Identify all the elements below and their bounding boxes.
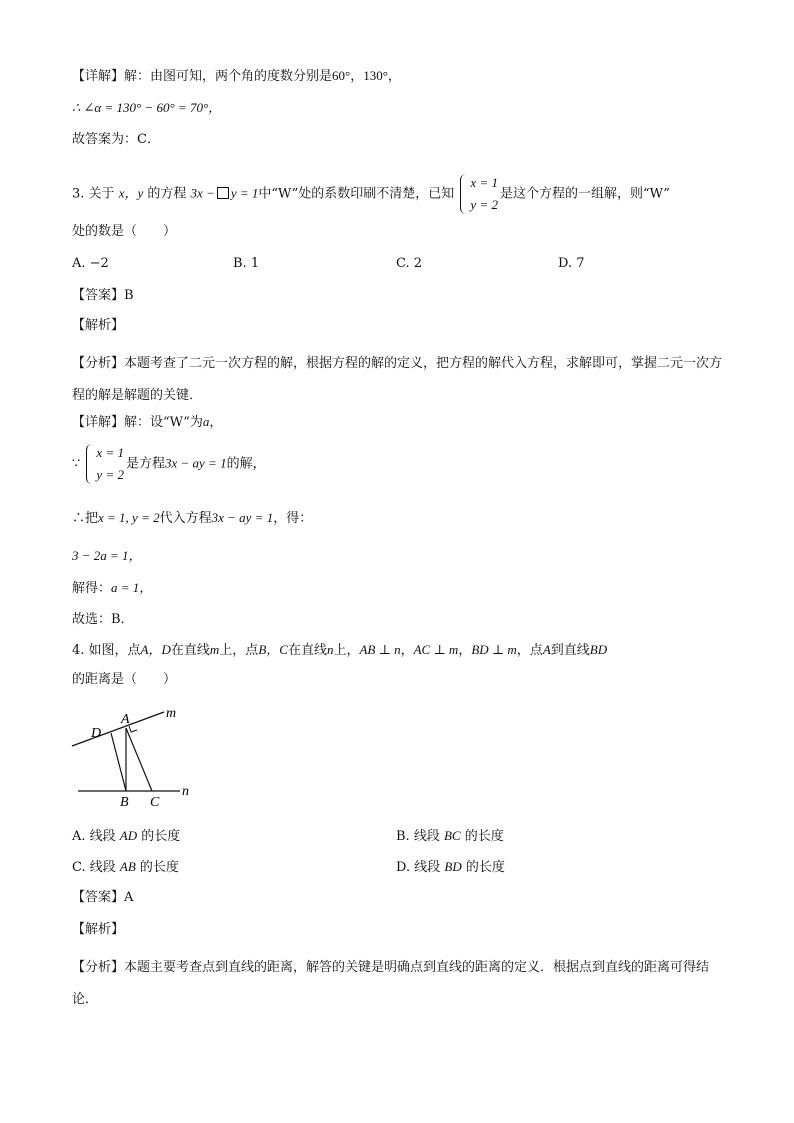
q3-step2-label: 解得：: [72, 581, 112, 596]
q2-angle-values: 60°，130°，: [332, 68, 401, 83]
q4-option-b: [396, 826, 504, 847]
q3-stem-d: 是这个方程的一组解，则“W”: [499, 186, 670, 202]
option-prefix: C. 线段: [72, 860, 116, 875]
q4-geometry-figure: [66, 700, 206, 812]
option-prefix: D. 线段: [396, 860, 441, 875]
q4-stem-a: 4. 如图，点: [72, 643, 141, 658]
q3-option-a: A. −2: [72, 256, 109, 271]
q3-subst: x = 1, y = 2: [98, 510, 160, 525]
q4-stem-g: 到直线: [550, 643, 590, 658]
label-d: D: [91, 726, 102, 741]
q3-fenxi: [72, 348, 724, 412]
q4-line-bd: BD: [589, 642, 608, 657]
option-var: BC: [443, 828, 461, 843]
right-angle-marker: [129, 726, 137, 732]
q4-analysis-heading: 【解析】: [72, 922, 125, 937]
q3-therefore: ∴把: [72, 511, 99, 526]
label-b: B: [120, 795, 129, 810]
q2-detail-tag: 【详解】: [72, 69, 125, 84]
q3-analysis-heading: 【解析】: [72, 318, 125, 333]
option-suffix: 的长度: [465, 860, 505, 875]
brace-icon: [460, 174, 469, 214]
option-var: BD: [444, 859, 462, 874]
q3-choose: 故选：B．: [72, 612, 134, 627]
segment-ac: [126, 728, 152, 791]
sep: ，: [400, 643, 414, 658]
q4-stem-b: 在直线: [170, 643, 210, 658]
q4-option-d: [396, 857, 505, 878]
q4-stem-f: ，点: [516, 643, 543, 658]
because-symbol: ∵: [72, 456, 81, 472]
q3-answer: 【答案】B: [72, 288, 134, 303]
q2-calc-line: ∴ ∠α = 130° − 60° = 70°，: [72, 100, 222, 115]
q3-step2-value: a = 1，: [111, 580, 153, 595]
sys-row-y: y = 2: [470, 197, 498, 212]
q3-eq2: 3x − ay = 1: [164, 455, 227, 471]
q4-cond-3: BD ⊥ m: [471, 642, 517, 657]
q3-stem-b: 的方程: [147, 186, 187, 202]
q3-stem: [72, 172, 670, 216]
q3-because-line: [72, 442, 266, 486]
option-prefix: A. 线段: [72, 829, 116, 844]
q4-points-ad: A，D: [140, 642, 171, 657]
q3-stem-a: 3. 关于: [72, 186, 115, 202]
q3-fenxi-text: 本题考查了二元一次方程的解，根据方程的解的定义，把方程的解代入方程，求解即可，掌握二元一次方程的解是解题的关键．: [72, 356, 723, 403]
q4-points-bc: B，C: [258, 642, 288, 657]
label-m: m: [166, 706, 177, 721]
label-n: n: [182, 784, 189, 799]
q3-de-jie: 的解，: [226, 456, 266, 472]
q4-stem-c: 上，点: [219, 643, 259, 658]
blank-box-icon: [217, 187, 229, 199]
sys-row-x: x = 1: [96, 445, 124, 460]
q3-step2: [72, 578, 152, 599]
q4-stem-e: 上，: [333, 643, 360, 658]
q3-eq-left: 3x −: [190, 185, 215, 201]
q3-option-d: D. 7: [558, 256, 585, 271]
q3-vars: x，y: [118, 185, 144, 201]
q3-option-c: C. 2: [396, 256, 423, 271]
option-prefix: B. 线段: [396, 829, 440, 844]
q4-option-a: [72, 826, 180, 847]
q3-comma: ，: [209, 415, 223, 430]
sys-row-x: x = 1: [470, 175, 498, 190]
q3-eq3: 3x − ay = 1: [211, 510, 274, 525]
q4-fenxi-text: 本题主要考查点到直线的距离，解答的关键是明确点到直线的距离的定义．根据点到直线的距离可得结论．: [72, 960, 710, 1007]
q4-point-a: A: [542, 642, 551, 657]
q2-answer-line: 故答案为：C．: [72, 132, 160, 147]
segment-bd: [111, 733, 126, 791]
q3-therefore-line: [72, 508, 312, 529]
sep: ，: [458, 643, 472, 658]
option-var: AB: [119, 859, 136, 874]
q3-because-system: [86, 442, 124, 486]
q4-stem: [72, 640, 607, 661]
q4-stem-d: 在直线: [287, 643, 327, 658]
q4-option-c: [72, 857, 179, 878]
q4-fenxi-tag: 【分析】: [72, 960, 125, 975]
label-a: A: [121, 712, 130, 727]
q4-line-m: m: [209, 642, 220, 657]
q4-fenxi: [72, 952, 724, 1016]
q3-stem-end: 处的数是（ ）: [72, 224, 177, 239]
q4-cond-2: AC ⊥ m: [413, 642, 459, 657]
option-suffix: 的长度: [464, 829, 504, 844]
q4-stem-end: 的距离是（ ）: [72, 672, 177, 687]
option-var: AD: [119, 828, 138, 843]
q3-option-b: B. 1: [233, 256, 260, 271]
q3-detail-text: 解：设“W”为: [124, 415, 203, 430]
q3-eq-right: y = 1: [230, 185, 259, 201]
option-suffix: 的长度: [139, 860, 179, 875]
option-suffix: 的长度: [141, 829, 181, 844]
label-c: C: [150, 795, 160, 810]
q3-de: ，得：: [273, 511, 313, 526]
q3-step1: 3 − 2a = 1，: [72, 548, 142, 563]
q3-detail-tag: 【详解】: [72, 415, 125, 430]
brace-icon: [86, 444, 95, 484]
q3-stem-c: 中“W”处的系数印刷不清楚，已知: [258, 186, 455, 202]
sys-row-y: y = 2: [96, 467, 124, 482]
q3-detail: [72, 412, 222, 433]
q3-shi: 是方程: [125, 456, 165, 472]
q3-daiyu: 代入方程: [159, 511, 212, 526]
q3-var-a: a: [202, 414, 210, 429]
q3-fenxi-tag: 【分析】: [72, 356, 125, 371]
q2-detail-line: [72, 66, 401, 87]
q4-cond-1: AB ⊥ n: [359, 642, 401, 657]
q4-answer: 【答案】A: [72, 890, 134, 905]
q2-detail-text: 解：由图可知，两个角的度数分别是: [124, 69, 333, 84]
q4-line-n: n: [326, 642, 334, 657]
line-m: [72, 712, 164, 746]
q3-solution-system: [460, 172, 498, 216]
